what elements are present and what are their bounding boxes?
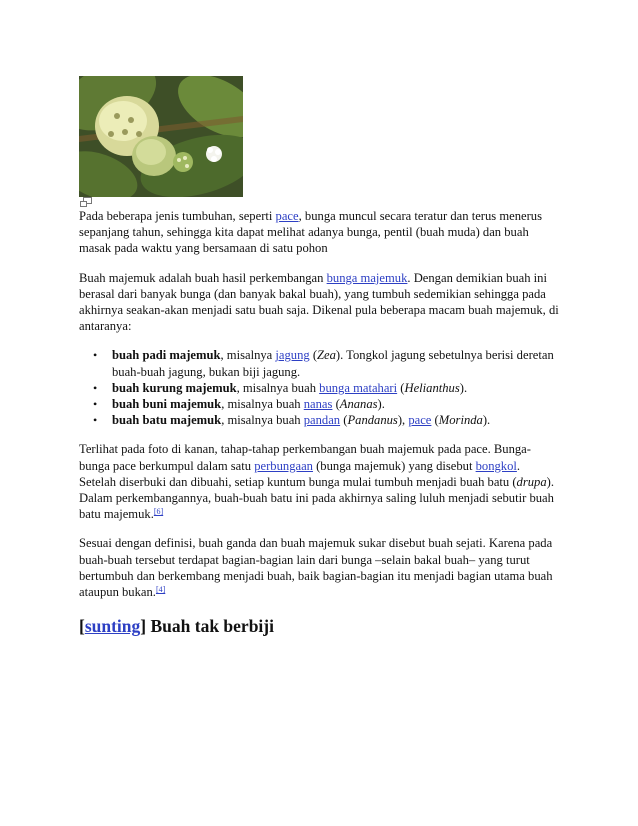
scientific-name: Morinda — [438, 413, 483, 428]
text: , misalnya buah — [236, 380, 320, 395]
list-item — [112, 347, 559, 379]
text: ( — [431, 413, 439, 428]
link-pace[interactable]: pace — [275, 209, 299, 223]
scientific-name: Ananas — [339, 397, 378, 412]
noni-fruit-image — [79, 76, 243, 197]
scientific-term: drupa — [516, 474, 547, 489]
paragraph-pace-development — [79, 441, 559, 522]
text: ( — [397, 380, 405, 395]
term: buah batu majemuk — [112, 413, 222, 428]
text: ), — [397, 413, 409, 428]
text: (bunga majemuk) yang disebut — [312, 458, 476, 473]
link-pace[interactable]: pace — [408, 413, 432, 428]
text: ). — [377, 397, 385, 412]
noni-fruit-photo — [79, 76, 243, 197]
text: , misalnya buah — [221, 413, 304, 428]
citation-link[interactable]: [6] — [153, 507, 164, 517]
bracket-open: [ — [79, 616, 85, 637]
text: ( — [340, 413, 348, 428]
text: . Setelah diserbuki dan dibuahi, setiap kuntum bunga mulai tumbuh menjadi buah batu ( — [79, 458, 521, 489]
paragraph-buah-majemuk — [79, 270, 559, 335]
text: , misalnya — [220, 348, 276, 363]
edit-section-link[interactable]: sunting — [84, 616, 141, 637]
link-nanas[interactable]: nanas — [303, 397, 333, 412]
text: ). — [482, 413, 491, 428]
bracket-close: ] — [140, 616, 147, 637]
text: Terlihat pada foto di kanan, tahap-tahap perkembangan buah majemuk pada pace. Bunga-bunga pace berkumpul dalam satu — [79, 442, 531, 473]
text: Pada beberapa jenis tumbuhan, seperti — [79, 209, 276, 223]
term: buah padi majemuk — [112, 348, 221, 363]
link-bunga-matahari[interactable]: bunga matahari — [319, 380, 398, 395]
list-item — [112, 380, 559, 396]
section-heading — [79, 616, 559, 637]
link-bunga-majemuk[interactable]: bunga majemuk — [326, 270, 408, 285]
link-pandan[interactable]: pandan — [303, 413, 341, 428]
text: . Dengan demikian buah ini berasal dari banyak bunga (dan banyak bakal buah), yang tumbuh sedemikian sehingga pada akhirnya seakan-akan menjadi satu buah saja. Dikenal pula beberapa macam buah majemuk, di antaranya: — [79, 270, 559, 334]
link-perbungaan[interactable]: perbungaan — [254, 458, 313, 473]
text: ). Tongkol jagung sebetulnya berisi deretan buah-buah jagung, bukan biji jagung. — [112, 348, 554, 379]
paragraph-pace-intro — [79, 208, 559, 257]
paragraph-definition — [79, 535, 559, 600]
scientific-name: Pandanus — [347, 413, 398, 428]
text: Buah majemuk adalah buah hasil perkembangan — [79, 270, 327, 285]
fruit-type-list — [79, 347, 559, 428]
link-bongkol[interactable]: bongkol — [475, 458, 517, 473]
scientific-name: Helianthus — [404, 380, 460, 395]
scientific-name: Zea — [317, 348, 336, 363]
list-item — [112, 396, 559, 412]
article-body — [79, 208, 559, 637]
citation-link[interactable]: [4] — [155, 585, 166, 595]
text: , misalnya buah — [221, 397, 304, 412]
list-item — [112, 412, 559, 428]
text: , bunga muncul secara teratur dan terus menerus sepanjang tahun, sehingga kita dapat melihat adanya bunga, pentil (buah muda) dan buah masak pada waktu yang bersamaan di satu pohon — [79, 209, 543, 256]
text: ( — [332, 397, 340, 412]
term: buah kurung majemuk — [112, 380, 237, 395]
text: ). — [459, 380, 468, 395]
enlarge-icon[interactable] — [80, 197, 92, 207]
text: Sesuai dengan definisi, buah ganda dan buah majemuk sukar disebut buah sejati. Karena pada buah-buah tersebut terdapat bagian-bagian lain dari bunga –selain bakal buah– yang turut bertumbuh dan berkembang menjadi buah, baik bagian-bagian itu menjadi bagian utama buah ataupun bukan. — [79, 536, 553, 600]
text: ). Dalam perkembangannya, buah-buah batu ini pada akhirnya saling luluh menjadi sebutir buah batu majemuk. — [79, 474, 554, 522]
link-jagung[interactable]: jagung — [275, 348, 310, 363]
section-title: Buah tak berbiji — [146, 616, 274, 637]
text: ( — [309, 348, 318, 363]
term: buah buni majemuk — [112, 397, 222, 412]
